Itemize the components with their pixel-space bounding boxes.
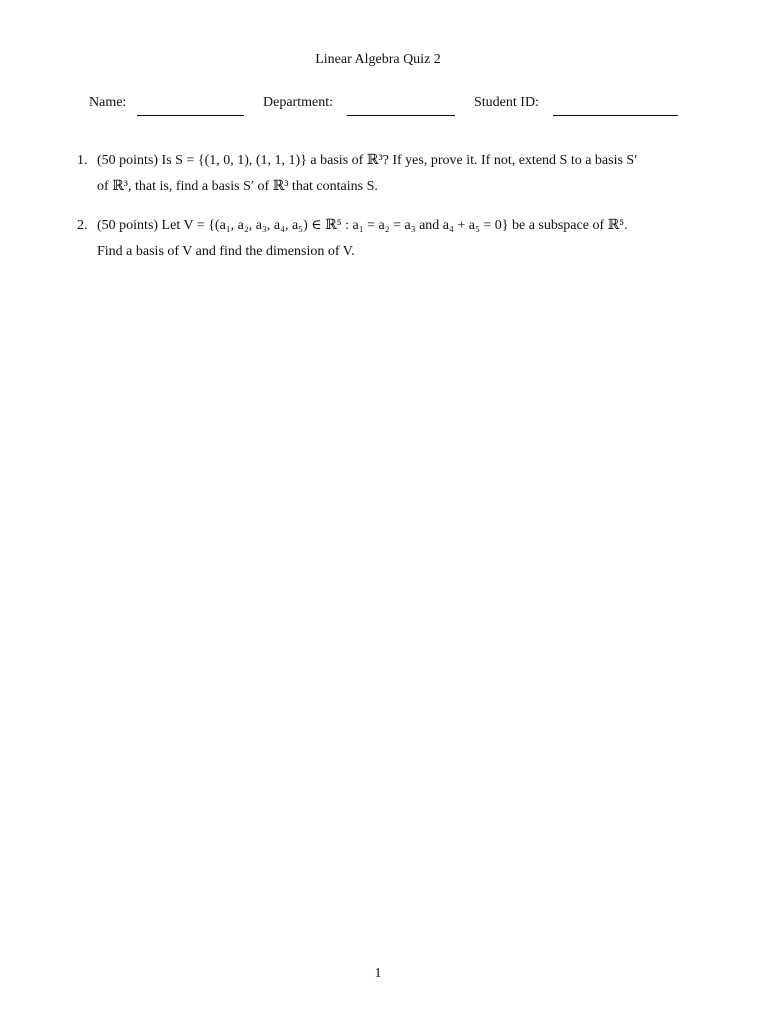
department-blank bbox=[347, 115, 455, 116]
question-2 bbox=[77, 213, 707, 269]
question-line: (50 points) Let V = {(a₁, a₂, a₃, a₄, a₅) ∈ ℝ⁵ : a₁ = a₂ = a₃ and a₄ + a₅ = 0} be a subspace of ℝ⁵. bbox=[97, 218, 628, 233]
department-label: Department: bbox=[263, 95, 333, 110]
question-line: Find a basis of V and find the dimension of V. bbox=[97, 244, 355, 259]
page-title: Linear Algebra Quiz 2 bbox=[315, 52, 441, 67]
question-line: of ℝ³, that is, find a basis S′ of ℝ³ that contains S. bbox=[97, 179, 378, 194]
question-text bbox=[97, 213, 707, 265]
question-line: (50 points) Is S = {(1, 0, 1), (1, 1, 1)} a basis of ℝ³? If yes, prove it. If not, extend S to a basis S′ bbox=[97, 153, 638, 168]
name-label: Name: bbox=[89, 95, 127, 110]
student-id-label: Student ID: bbox=[474, 95, 539, 110]
question-number: 1. bbox=[77, 153, 88, 168]
page-number: 1 bbox=[374, 966, 382, 981]
question-1 bbox=[77, 148, 707, 204]
name-blank bbox=[137, 115, 244, 116]
student-info-line bbox=[89, 95, 689, 117]
question-text bbox=[97, 148, 707, 200]
student-id-blank bbox=[553, 115, 678, 116]
question-number: 2. bbox=[77, 218, 88, 233]
